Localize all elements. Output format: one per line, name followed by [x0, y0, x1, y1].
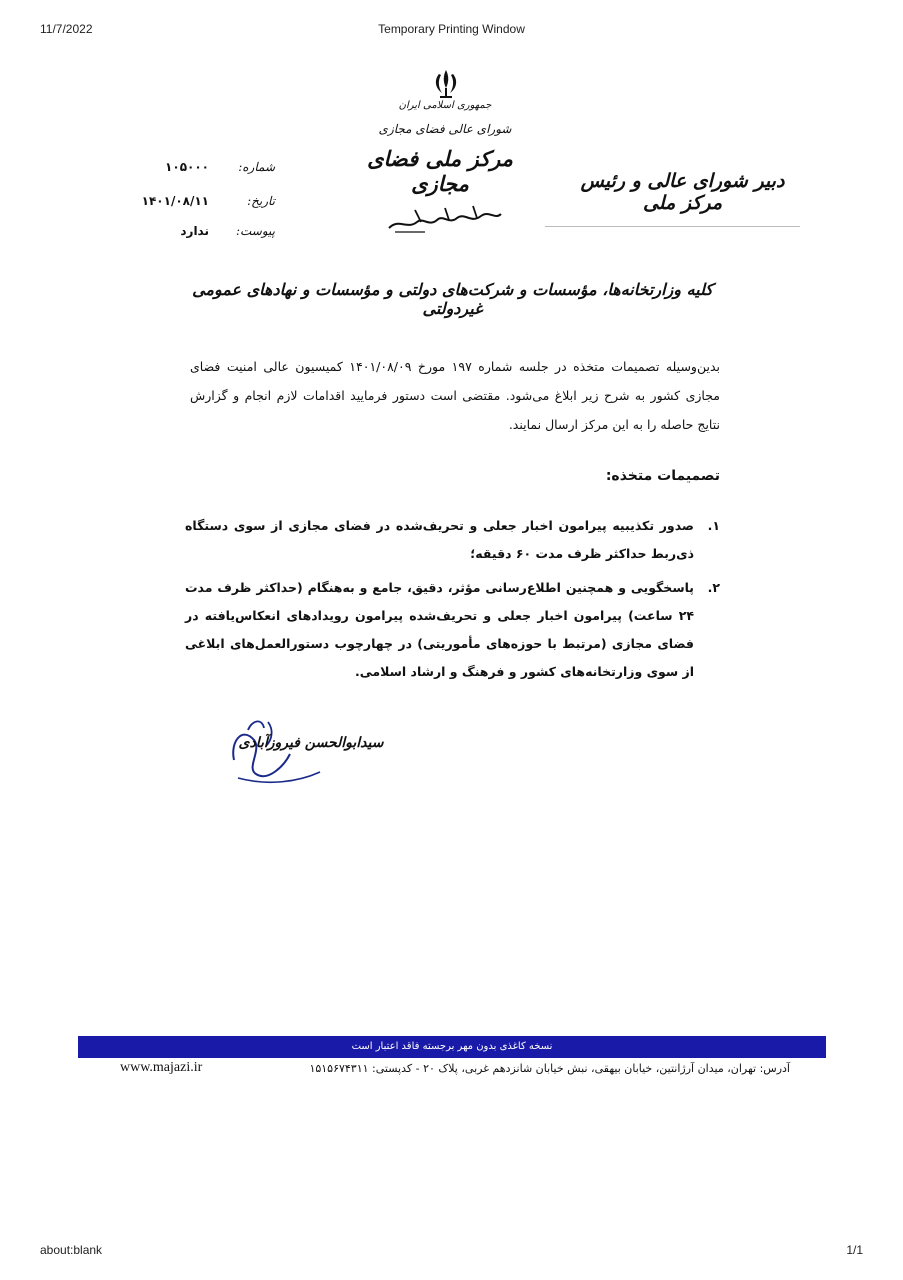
- decision-item: [185, 574, 720, 686]
- print-page-indicator: 1/1: [846, 1243, 863, 1257]
- letterhead-center: مرکز ملی فضای مجازی: [367, 146, 513, 196]
- meta-number: [135, 160, 275, 180]
- decision-number: ۱.: [707, 518, 720, 533]
- emblem-icon: [428, 66, 464, 102]
- decisions-heading: تصمیمات متخذه:: [605, 468, 720, 484]
- header-divider: [545, 226, 800, 227]
- decision-text: پاسخگویی و همچنین اطلاع‌رسانی مؤثر، دقیق، جامع و به‌هنگام (حداکثر ظرف مدت ۲۴ ساعت) پیرامون اخبار جعلی و تحریف‌شده پیرامون رویدادهای انعکاس‌یافته در فضای مجازی (مرتبط با حوزه‌های مأموریتی) در چهارچوب دستورالعمل‌های ابلاغی از سوی وزارتخانه‌های کشور و فرهنگ و ارشاد اسلامی.: [185, 580, 694, 679]
- attachment-value: ندارد: [180, 224, 209, 238]
- footer-website: www.majazi.ir: [120, 1060, 203, 1075]
- meta-attachment: [135, 224, 275, 244]
- print-date: 11/7/2022: [40, 22, 93, 36]
- signature-scribble: [228, 712, 398, 792]
- number-value: ۱۰۵۰۰۰: [165, 160, 209, 174]
- letterhead-council: شورای عالی فضای مجازی: [378, 122, 512, 136]
- signer-name: سیدابوالحسن فیروزآبادی: [238, 735, 384, 751]
- print-url: about:blank: [40, 1243, 103, 1257]
- number-label: شماره:: [238, 160, 275, 174]
- decision-item: [185, 512, 720, 568]
- recipients-line: کلیه وزارتخانه‌ها، مؤسسات و شرکت‌های دولتی و مؤسسات و نهادهای عمومی غیردولتی: [192, 280, 713, 318]
- decision-number: ۲.: [707, 580, 720, 595]
- attachment-label: پیوست:: [235, 224, 275, 238]
- decision-text: صدور تکذیبیه پیرامون اخبار جعلی و تحریف‌شده در فضای مجازی از سوی دستگاه ذی‌ربط حداکثر ظرف مدت ۶۰ دقیقه؛: [185, 518, 694, 561]
- date-value: ۱۴۰۱/۰۸/۱۱: [141, 194, 209, 208]
- footer-address: آدرس: تهران، میدان آرژانتین، خیابان بیهقی، نبش خیابان شانزدهم غربی، پلاک ۲۰ - کدپستی: ۱۵۱۵۶۷۴۳۱۱: [309, 1062, 790, 1075]
- letterhead-republic: جمهوری اسلامی ایران: [398, 100, 492, 111]
- footer-notice-bar: نسخه کاغذی بدون مهر برجسته فاقد اعتبار است: [78, 1036, 826, 1058]
- date-label: تاریخ:: [247, 194, 275, 208]
- meta-date: [135, 194, 275, 214]
- print-window-title: Temporary Printing Window: [378, 22, 525, 36]
- body-paragraph: بدین‌وسیله تصمیمات متخذه در جلسه شماره ۱۹۷ مورخ ۱۴۰۱/۰۸/۰۹ کمیسیون عالی امنیت فضای مجازی کشور به شرح زیر ابلاغ می‌شود. مقتضی است دستور فرمایید اقدامات لازم انجام و گزارش نتایج حاصله را به این مرکز ارسال نمایند.: [190, 359, 720, 432]
- secretary-title: دبیر شورای عالی و رئیس مرکز ملی: [580, 170, 785, 214]
- bismillah-calligraphy: [385, 200, 505, 236]
